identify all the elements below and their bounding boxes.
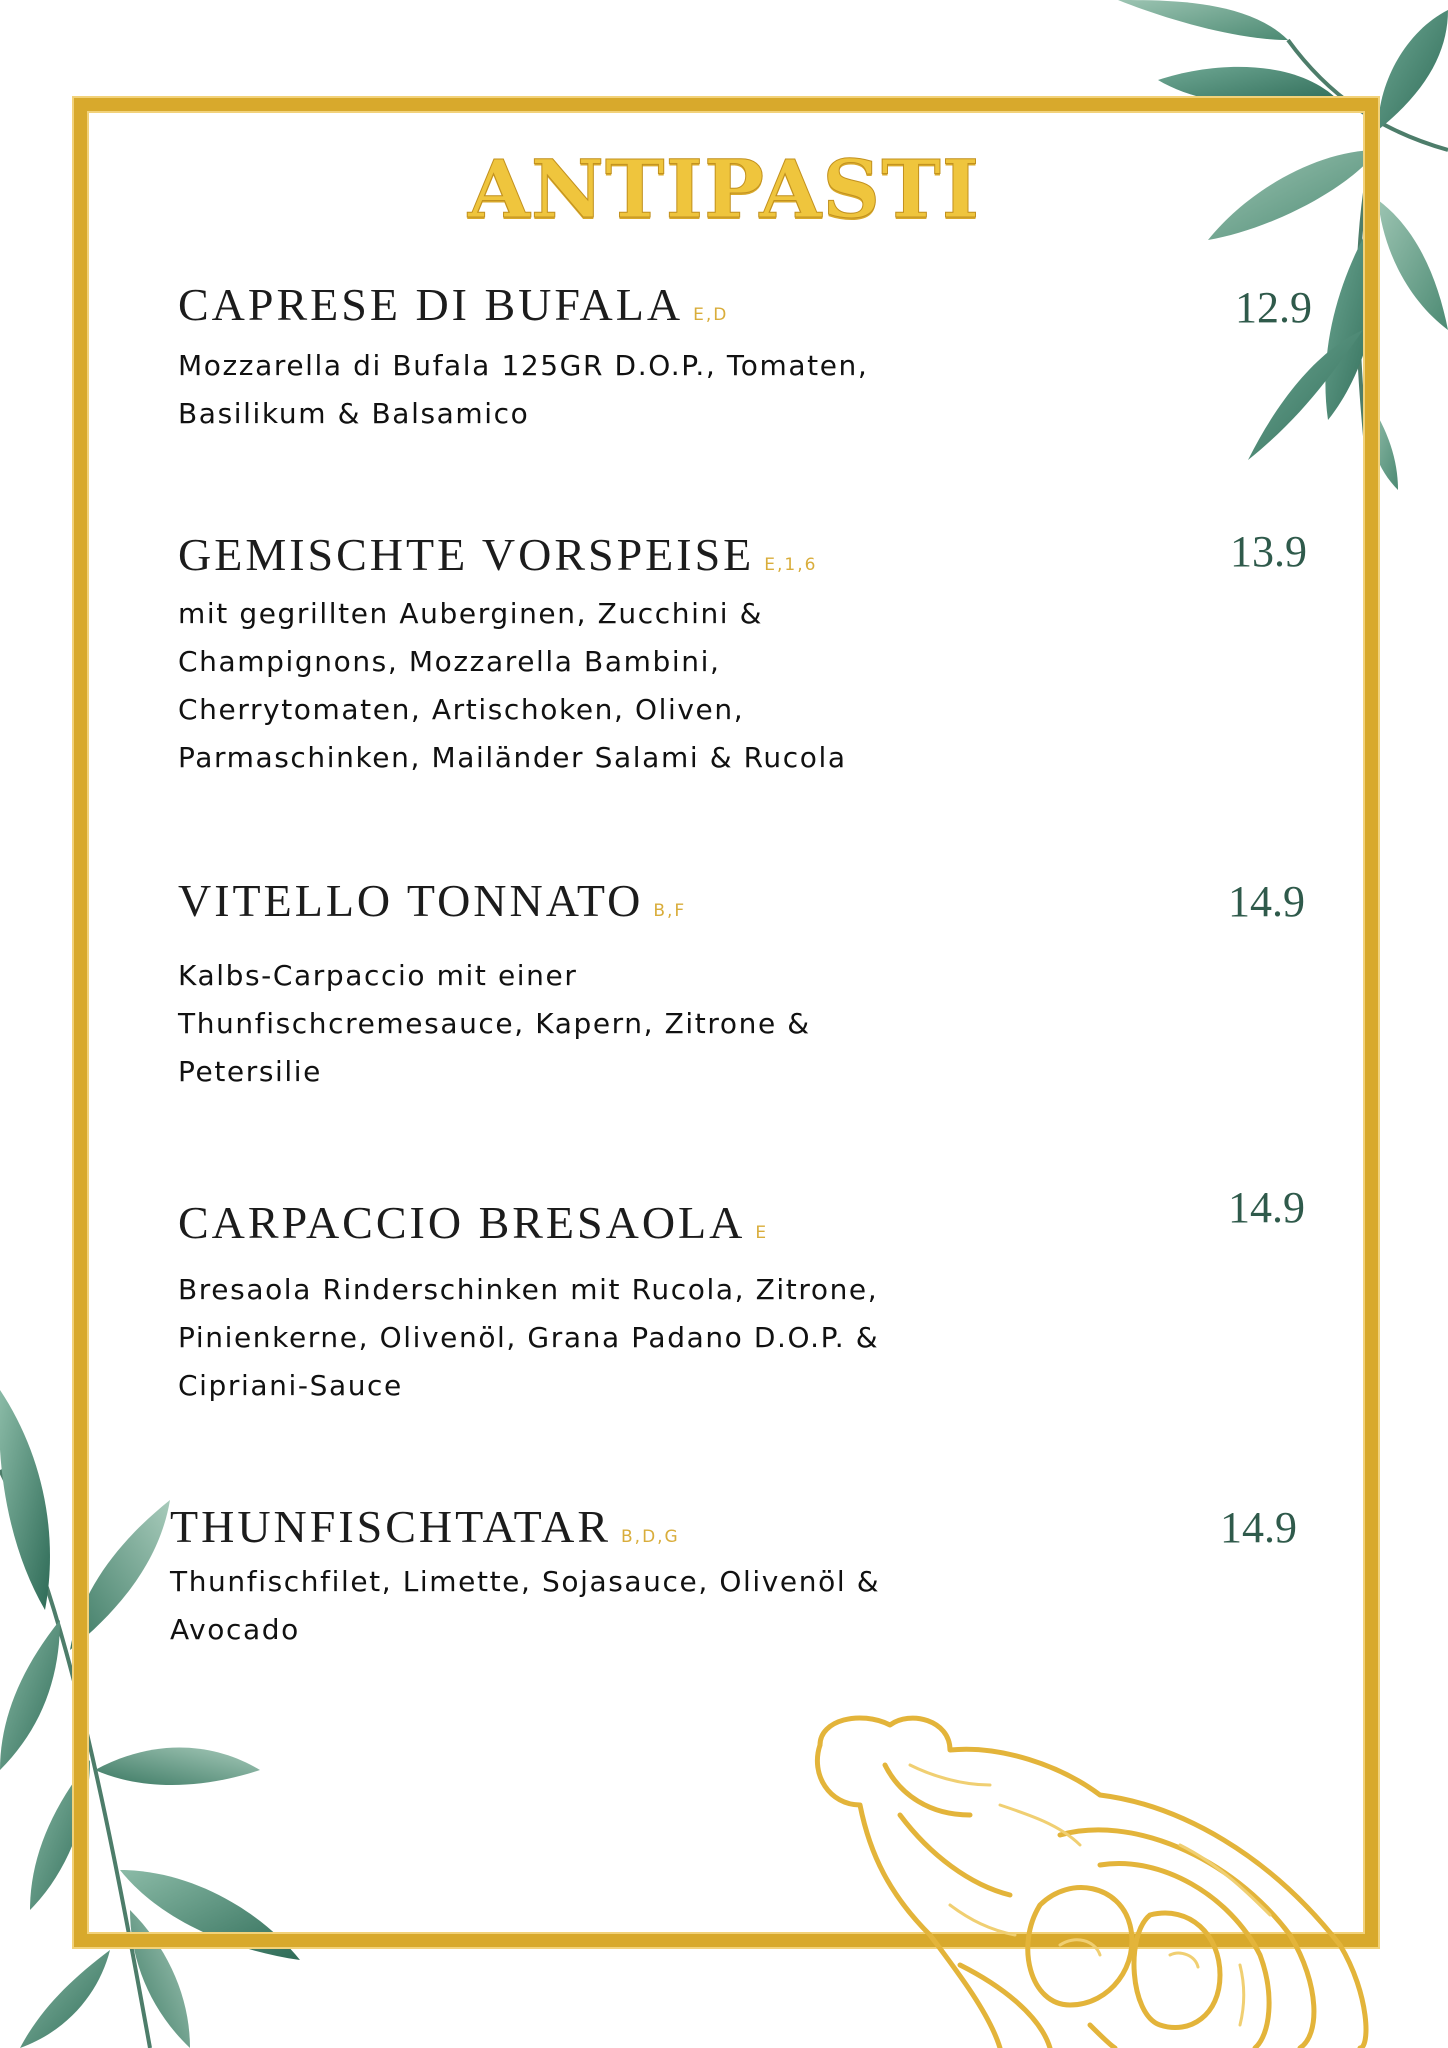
item-name <box>178 1196 768 1249</box>
item-price: 12.9 <box>1235 283 1312 332</box>
item-price: 14.9 <box>1228 877 1305 926</box>
allergen-codes: B,F <box>653 901 687 921</box>
menu-title: ANTIPASTI <box>467 142 981 236</box>
item-price: 14.9 <box>1220 1503 1297 1552</box>
item-name-text: VITELLO TONNATO <box>178 875 644 926</box>
allergen-codes: E <box>755 1223 769 1243</box>
item-name-text: CAPRESE DI BUFALA <box>178 279 684 330</box>
item-description: Thunfischfilet, Limette, Sojasauce, Olivenöl & Avocado <box>170 1565 881 1646</box>
item-name-text: GEMISCHTE VORSPEISE <box>178 529 755 580</box>
item-description: Bresaola Rinderschinken mit Rucola, Zitrone, Pinienkerne, Olivenöl, Grana Padano D.O.P. & Cipriani-Sauce <box>178 1273 880 1402</box>
item-price: 13.9 <box>1230 527 1307 576</box>
item-price: 14.9 <box>1228 1183 1305 1232</box>
item-description: Kalbs-Carpaccio mit einer Thunfischcremesauce, Kapern, Zitrone & Petersilie <box>178 959 811 1088</box>
allergen-codes: B,D,G <box>621 1527 680 1547</box>
item-name-text: THUNFISCHTATAR <box>170 1501 611 1552</box>
allergen-codes: E,1,6 <box>764 555 818 575</box>
ham-illustration <box>800 1705 1400 2048</box>
item-name-text: CARPACCIO BRESAOLA <box>178 1197 746 1248</box>
item-name <box>178 528 817 581</box>
allergen-codes: E,D <box>693 305 729 325</box>
item-name <box>170 1500 680 1553</box>
item-description: Mozzarella di Bufala 125GR D.O.P., Tomaten, Basilikum & Balsamico <box>178 349 869 430</box>
item-name <box>178 874 686 927</box>
item-description: mit gegrillten Auberginen, Zucchini & Champignons, Mozzarella Bambini, Cherrytomaten, Artischoken, Oliven, Parmaschinken, Mailänder Salami & Rucola <box>178 597 847 774</box>
item-name <box>178 278 728 331</box>
